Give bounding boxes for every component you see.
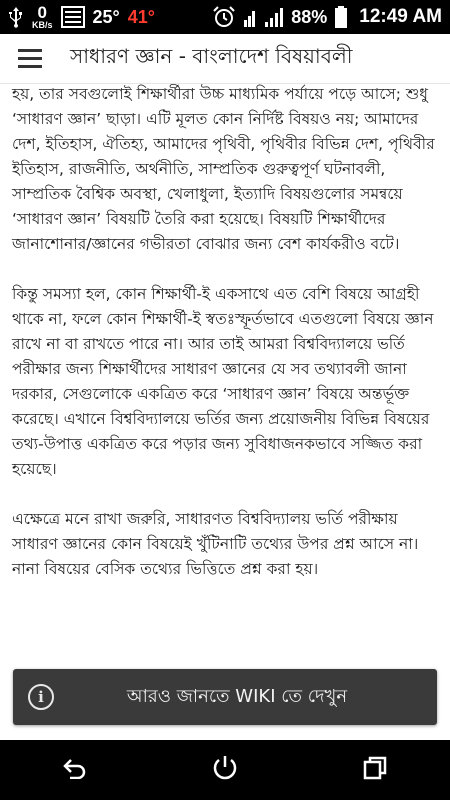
menu-line bbox=[18, 65, 42, 68]
hamburger-menu-icon[interactable] bbox=[0, 34, 60, 84]
page-title: সাধারণ জ্ঞান - বাংলাদেশ বিষয়াবলী bbox=[70, 44, 353, 68]
recent-apps-button[interactable] bbox=[345, 740, 405, 800]
clock: 12:49 AM bbox=[359, 6, 442, 27]
status-bar-left bbox=[8, 4, 155, 30]
menu-line bbox=[18, 57, 42, 60]
menu-line bbox=[18, 49, 42, 52]
article-paragraph: কিন্তু সমস্যা হল, কোন শিক্ষার্থী-ই একসাথে এত বেশি বিষয়ে আগ্রহী থাকে না, ফলে কোন শিক্ষার্থী-ই স্বতঃস্ফূর্তভাবে এতগুলো বিষয়ে জ্ঞান রাখে না বা রাখতে পারে না। আর তাই আমরা বিশ্ববিদ্যালয়ে ভর্তি পরীক্ষার জন্য শিক্ষার্থীদের সাধারণ জ্ঞানের যে সব তথ্যাবলী জানা দরকার, সেগুলোকে একত্রিত করে ‘সাধারণ জ্ঞান’ বিষয়ে অন্তর্ভূক্ত করেছে। এখানে বিশ্ববিদ্যালয়ে ভর্তির জন্য প্রয়োজনীয় বিভিন্ন বিষয়ের তথ্য-উপাত্ত একত্রিত করে পড়ার জন্য সুবিধাজনকভাবে সজ্জিত করা হয়েছে। bbox=[12, 285, 434, 478]
app-bar bbox=[0, 34, 450, 84]
article-paragraph: এক্ষেত্রে মনে রাখা জরুরি, সাধারণত বিশ্ববিদ্যালয় ভর্তি পরীক্ষায় সাধারণ জ্ঞানের কোন বিষয়েই খুঁটিনাটি তথ্যের উপর প্রশ্ন আসে না। নানা বিষয়ের বেসিক তথ্যের ভিত্তিতে প্রশ্ন করা হয়। bbox=[12, 510, 419, 578]
status-bar-right bbox=[212, 5, 442, 29]
info-icon: i bbox=[28, 684, 54, 710]
back-button[interactable] bbox=[45, 740, 105, 800]
gallery-icon bbox=[61, 6, 85, 28]
wiki-button[interactable] bbox=[13, 669, 437, 725]
wifi-icon bbox=[243, 6, 257, 28]
battery-icon bbox=[334, 5, 348, 29]
net-speed-value: 0 bbox=[37, 3, 47, 22]
home-icon bbox=[212, 755, 238, 785]
temperature-alert: 41° bbox=[127, 6, 155, 27]
status-bar bbox=[0, 0, 450, 34]
usb-icon bbox=[8, 6, 24, 28]
signal-icon bbox=[264, 6, 284, 28]
net-speed-indicator bbox=[32, 4, 53, 30]
article-paragraph: হয়, তার সবগুলোই শিক্ষার্থীরা উচ্চ মাধ্যমিক পর্যায়ে পড়ে আসে; শুধু ‘সাধারণ জ্ঞান’ ছাড়া। এটি মূলত কোন নির্দিষ্ট বিষয়ও নয়; আমাদের দেশ, ইতিহাস, ঐতিহ্য, আমাদের পৃথিবী, পৃথিবীর বিভিন্ন দেশ, পৃথিবীর ইতিহাস, রাজনীতি, অর্থনীতি, সাম্প্রতিক গুরুত্বপূর্ণ ঘটনাবলী, সাম্প্রতিক বৈশ্বিক অবস্থা, খেলাধুলা, ইত্যাদি বিষয়গুলোর সমন্বয়ে ‘সাধারণ জ্ঞান’ বিষয়টি তৈরি করা হয়েছে। বিষয়টি শিক্ষার্থীদের জানাশোনার/জ্ঞানের গভীরতা বোঝার জন্য বেশ কার্যকরীও বটে। bbox=[12, 85, 435, 253]
net-speed-unit: KB/s bbox=[32, 20, 53, 30]
wiki-button-label: আরও জানতে WIKI তে দেখুন bbox=[126, 685, 348, 707]
alarm-icon bbox=[212, 5, 236, 29]
navigation-bar bbox=[0, 740, 450, 800]
temperature: 25° bbox=[92, 6, 120, 27]
home-button[interactable] bbox=[195, 740, 255, 800]
article-body bbox=[12, 84, 438, 582]
back-icon bbox=[62, 757, 88, 783]
battery-percent: 88% bbox=[291, 6, 328, 27]
recent-apps-icon bbox=[363, 756, 387, 784]
article-content[interactable] bbox=[0, 84, 450, 665]
